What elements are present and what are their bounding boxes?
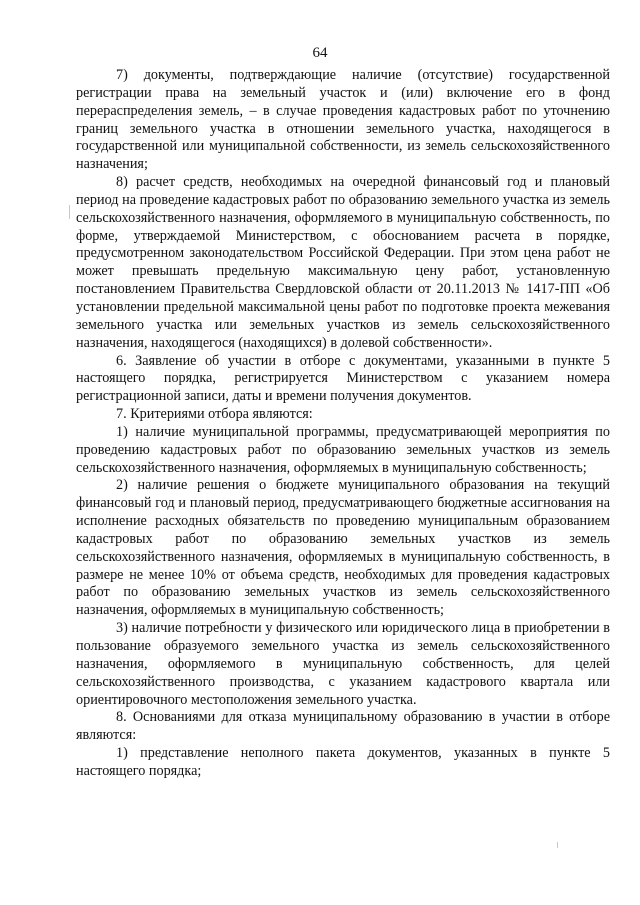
scan-edge-mark — [557, 842, 558, 848]
paragraph-clause-8-refusal-heading: 8. Основаниями для отказа муниципальному образованию в участии в отборе являются: — [76, 709, 610, 744]
paragraph-criterion-3: 3) наличие потребности у физического или юридического лица в приобретении в пользование образуемого земельного участка из земель сельскохозяйственного назначения, оформляемого в муниципальную собственность, для целей сельскохозяйственного производства, с указанием кадастрового квартала или ориентировочного местоположения земельного участка. — [76, 620, 610, 708]
paragraph-refusal-ground-1: 1) представление неполного пакета документов, указанных в пункте 5 настоящего порядка; — [76, 745, 610, 779]
paragraph-criterion-2: 2) наличие решения о бюджете муниципального образования на текущий финансовый год и плановый период, предусматривающего бюджетные ассигнования на исполнение расходных обязательств по проведению муниципальным образованием кадастровых работ по образованию земельных участков из земель сельскохозяйственного назначения, оформляемых в муниципальную собственность, в размере не менее 10% от объема средств, необходимых для проведения кадастровых работ по образованию земельных участков из земель сельскохозяйственного назначения, оформляемых в муниципальную собственность; — [76, 477, 610, 619]
paragraph-clause-7-criteria-heading: 7. Критериями отбора являются: — [116, 406, 313, 423]
paragraph-clause-6-registration: 6. Заявление об участии в отборе с документами, указанными в пункте 5 настоящего порядка, регистрируется Министерством с указанием номера регистрационной записи, даты и времени получения документов. — [76, 352, 610, 405]
page-number: 64 — [312, 45, 328, 61]
scan-edge-mark — [69, 205, 70, 219]
paragraph-item-8-cost-calculation: 8) расчет средств, необходимых на очередной финансовый год и плановый период на проведение кадастровых работ по образованию земельного участка из земель сельскохозяйственного назначения, оформляемого в муниципальную собственность, по форме, утверждаемой Министерством, с обоснованием расчета в порядке, предусмотренном законодательством Российской Федерации. При этом цена работ не может превышать предельную максимальную цену работ, установленную постановлением Правительства Свердловской области от 20.11.2013 № 1417-ПП «Об установлении предельной максимальной цены работ по подготовке проекта межевания земельного участка или земельных участков из земель сельскохозяйственного назначения, находящегося (находящихся) в долевой собственности». — [76, 174, 610, 351]
paragraph-item-7-documents: 7) документы, подтверждающие наличие (отсутствие) государственной регистрации права на земельный участок и (или) включение его в фонд перераспределения земель, – в случае проведения кадастровых работ по уточнению границ земельного участка в отношении земельного участка, находящегося в государственной или муниципальной собственности, из земель сельскохозяйственного назначения; — [76, 67, 610, 173]
paragraph-criterion-1: 1) наличие муниципальной программы, предусматривающей мероприятия по проведению кадастровых работ по образованию земельных участков из земель сельскохозяйственного назначения, оформляемых в муниципальную собственность; — [76, 423, 610, 476]
document-body — [76, 67, 610, 781]
